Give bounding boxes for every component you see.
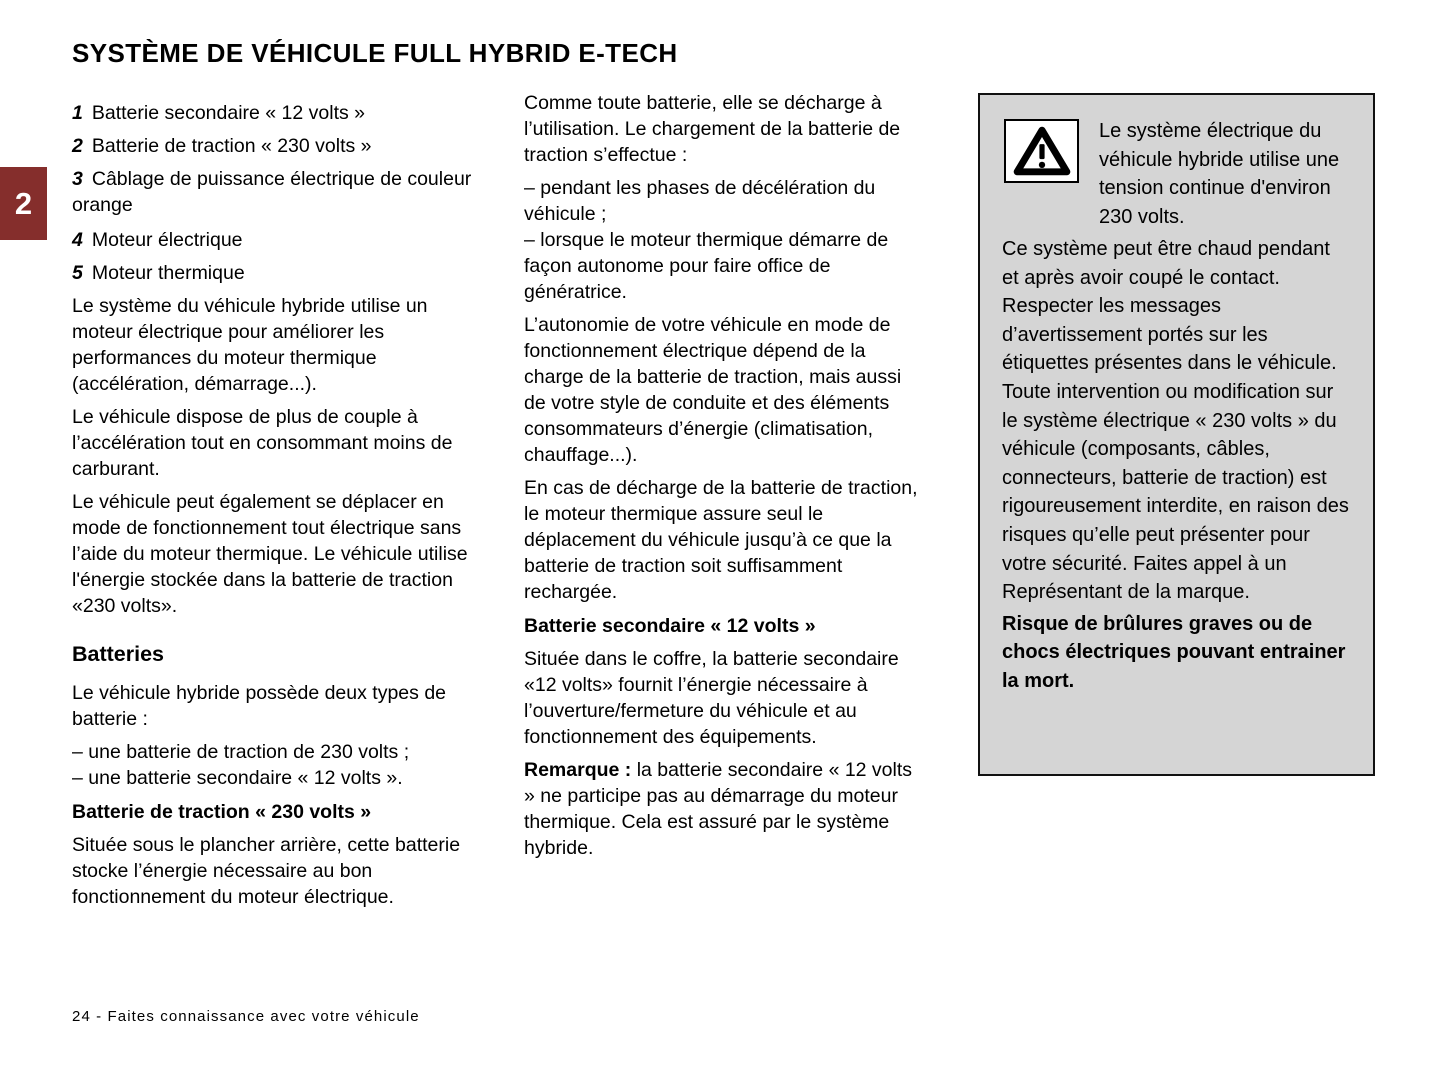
warning-box xyxy=(978,93,1375,776)
paragraph-discharge: En cas de décharge de la batterie de traction, le moteur thermique assure seul le déplacement du véhicule jusqu’à ce que la batterie de traction soit suffisamment rechargée. xyxy=(524,477,918,603)
subheading-secondary-battery: Batterie secondaire « 12 volts » xyxy=(524,615,816,637)
list-item-deceleration: – pendant les phases de décélération du véhicule ; xyxy=(524,177,876,225)
warning-paragraph-intervention: Toute intervention ou modification sur le système électrique « 230 volts » du véhicule (composants, câbles, connecteurs, batterie de traction) est rigoureusement interdite, en raison des risques qu’elle peut présenter pour votre sécurité. Faites appel à un Représentant de la marque. xyxy=(1002,380,1349,604)
legend-number-3: 3 xyxy=(72,168,83,190)
list-item-secondary-battery: – une batterie secondaire « 12 volts ». xyxy=(72,767,403,789)
paragraph-secondary-location: Située dans le coffre, la batterie secondaire «12 volts» fournit l’énergie nécessaire à l’ouverture/fermeture du véhicule et au fonctionnement des équipements. xyxy=(524,648,899,748)
page-footer: 24 - Faites connaissance avec votre véhicule xyxy=(72,1008,420,1025)
paragraph-charging: Comme toute batterie, elle se décharge à l’utilisation. Le chargement de la batterie de traction s’effectue : xyxy=(524,92,901,166)
paragraph-traction-location: Située sous le plancher arrière, cette batterie stocke l’énergie nécessaire au bon fonctionnement du moteur électrique. xyxy=(72,834,461,908)
list-item-generator: – lorsque le moteur thermique démarre de façon autonome pour faire office de génératrice. xyxy=(524,229,889,303)
list-item-traction-battery: – une batterie de traction de 230 volts ; xyxy=(72,741,410,763)
warning-triangle-icon xyxy=(1013,125,1071,177)
legend-label-5: Moteur thermique xyxy=(91,262,245,284)
legend-number-5: 5 xyxy=(72,262,83,284)
warning-paragraph-voltage: Le système électrique du véhicule hybride utilise une tension continue d'environ 230 volts. xyxy=(1099,120,1340,228)
legend-label-4: Moteur électrique xyxy=(91,229,243,251)
legend-label-1: Batterie secondaire « 12 volts » xyxy=(91,102,366,124)
legend-item-5 xyxy=(72,260,474,286)
paragraph-remark xyxy=(524,757,924,861)
chapter-number: 2 xyxy=(14,185,33,221)
legend-label-3: Câblage de puissance électrique de couleur orange xyxy=(72,168,472,216)
legend-item-1 xyxy=(72,100,474,126)
paragraph-electric-mode: Le véhicule peut également se déplacer en mode de fonctionnement tout électrique sans l’aide du moteur thermique. Le véhicule utilise l'énergie stockée dans la batterie de traction «230 volts». xyxy=(72,491,468,617)
legend-item-4 xyxy=(72,227,474,253)
warning-icon-frame xyxy=(1004,119,1079,183)
paragraph-autonomy: L’autonomie de votre véhicule en mode de fonctionnement électrique dépend de la charge de la batterie de traction, mais aussi de votre style de conduite et des éléments consommateurs d’énergie (climatisation, chauffage...). xyxy=(524,314,902,466)
remark-label: Remarque : xyxy=(524,759,632,781)
legend-number-1: 1 xyxy=(72,102,83,124)
legend-label-2: Batterie de traction « 230 volts » xyxy=(91,135,372,157)
legend-item-2 xyxy=(72,133,474,159)
warning-paragraph-risk: Risque de brûlures graves ou de chocs électriques pouvant entrainer la mort. xyxy=(1002,612,1346,692)
section-heading-batteries: Batteries xyxy=(72,642,165,666)
page-title: SYSTÈME DE VÉHICULE FULL HYBRID E-TECH xyxy=(72,38,678,68)
legend-number-2: 2 xyxy=(72,135,83,157)
legend-number-4: 4 xyxy=(72,229,83,251)
chapter-tab xyxy=(0,167,47,240)
remark-text: la batterie secondaire « 12 volts » ne participe pas au démarrage du moteur thermique. Cela est assuré par le système hybride. xyxy=(524,759,913,859)
legend-item-3 xyxy=(72,166,474,218)
column-left xyxy=(72,100,474,917)
subheading-traction-battery: Batterie de traction « 230 volts » xyxy=(72,801,372,823)
column-middle xyxy=(524,90,924,868)
warning-paragraph-heat: Ce système peut être chaud pendant et après avoir coupé le contact. Respecter les messages d’avertissement portés sur les étiquettes présentes dans le véhicule. xyxy=(1002,238,1337,375)
paragraph-torque: Le véhicule dispose de plus de couple à l’accélération tout en consommant moins de carburant. xyxy=(72,406,453,480)
paragraph-battery-types: Le véhicule hybride possède deux types de batterie : xyxy=(72,682,447,730)
paragraph-hybrid-system: Le système du véhicule hybride utilise un moteur électrique pour améliorer les performances du moteur thermique (accélération, démarrage...). xyxy=(72,295,428,395)
